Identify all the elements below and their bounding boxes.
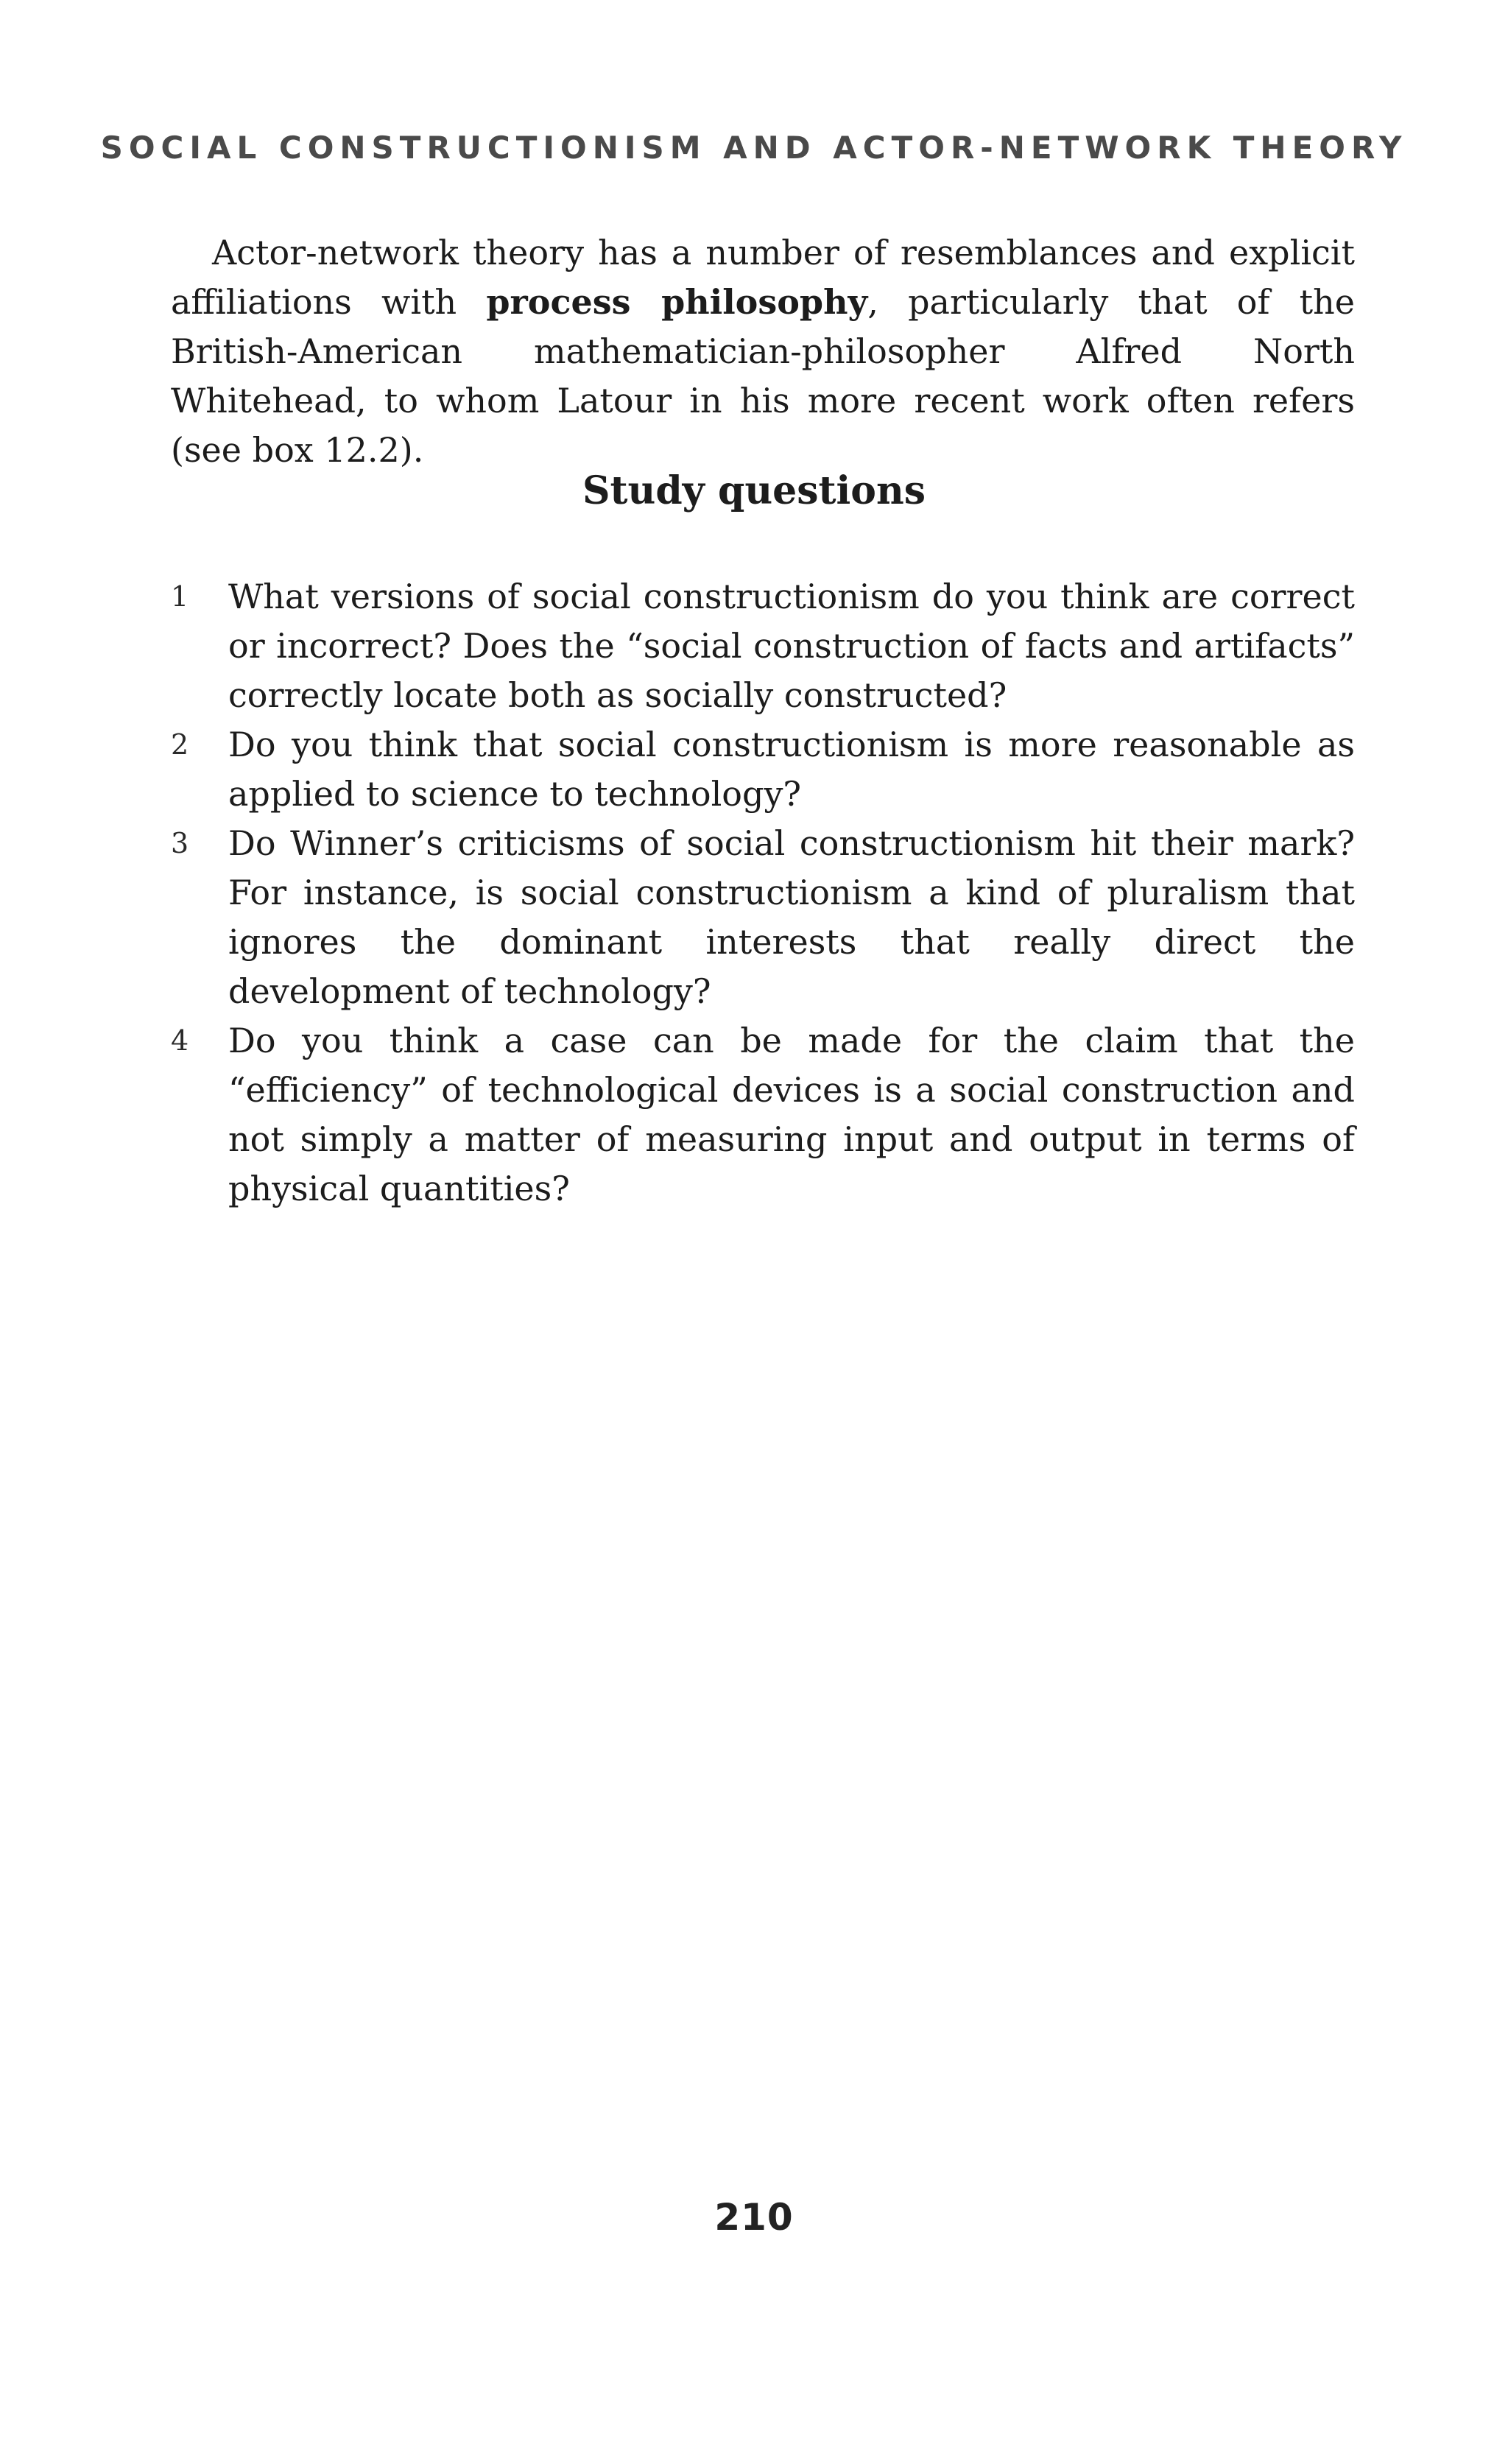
question-number: 2 (171, 728, 189, 761)
list-item (171, 819, 1355, 1016)
study-questions-list (171, 572, 1355, 1214)
question-number: 3 (171, 827, 189, 859)
intro-paragraph-block (171, 228, 1355, 475)
question-text: What versions of social constructionism do you think are correct or incorrect? Does the “social construction of facts and artifacts” correctly locate both as socially constructed? (228, 577, 1355, 715)
study-questions-heading: Study questions (582, 468, 926, 513)
question-text: Do you think a case can be made for the claim that the “efficiency” of technological devices is a social construction and not simply a matter of measuring input and output in terms of physical quantities? (228, 1021, 1355, 1208)
running-head: SOCIAL CONSTRUCTIONISM AND ACTOR-NETWORK THEORY (100, 130, 1408, 166)
intro-text-after: , particularly that of the British-American mathematician-philosopher Alfred North Whitehead, to whom Latour in his more recent work often refers (see box 12.2). (171, 282, 1355, 470)
question-number: 1 (171, 580, 189, 613)
intro-paragraph (171, 228, 1355, 475)
list-item (171, 572, 1355, 720)
list-item (171, 1016, 1355, 1214)
list-item (171, 720, 1355, 819)
process-philosophy-term: process philosophy (486, 282, 868, 322)
question-text: Do Winner’s criticisms of social constructionism hit their mark? For instance, is social constructionism a kind of pluralism that ignores the dominant interests that really direct the development of technology? (228, 823, 1355, 1011)
question-text: Do you think that social constructionism is more reasonable as applied to science to technology? (228, 725, 1355, 814)
question-number: 4 (171, 1024, 189, 1057)
page-number: 210 (714, 2196, 794, 2239)
intro-text-before: Actor-network theory has a number of resemblances and explicit affiliations with (171, 233, 1355, 322)
